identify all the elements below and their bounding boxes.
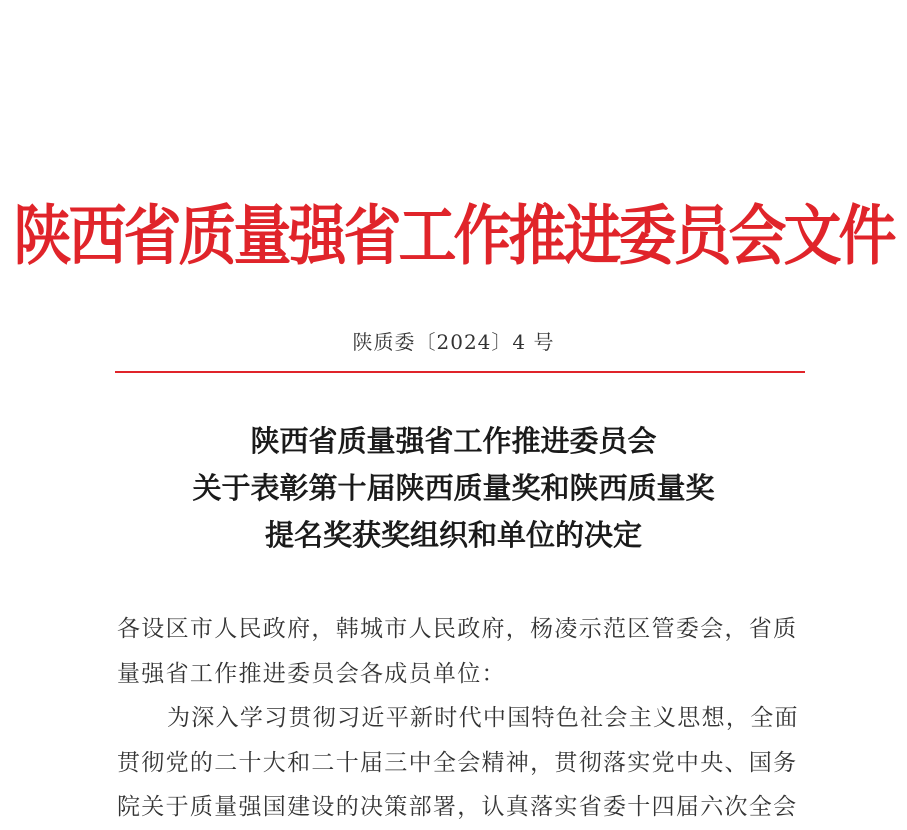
heading-line: 关于表彰第十届陕西质量奖和陕西质量奖 (192, 471, 715, 505)
decision-heading (0, 418, 907, 559)
body-line: 贯彻党的二十大和二十届三中全会精神，贯彻落实党中央、国务 (117, 749, 798, 776)
document-number: 陕质委〔2024〕4 号 (352, 330, 555, 354)
red-divider (115, 371, 805, 373)
body-line: 各设区市人民政府，韩城市人民政府，杨凌示范区管委会，省质 (117, 616, 798, 642)
body-line: 量强省工作推进委员会各成员单位： (117, 660, 506, 687)
body-line: 院关于质量强国建设的决策部署，认真落实省委十四届六次全会 (117, 794, 798, 820)
body-line: 为深入学习贯彻习近平新时代中国特色社会主义思想，全面 (167, 705, 799, 731)
document-title: 陕西省质量强省工作推进委员会文件 (13, 197, 894, 274)
heading-line: 陕西省质量强省工作推进委员会 (250, 424, 657, 458)
heading-line: 提名奖获奖组织和单位的决定 (264, 518, 642, 552)
document-body (117, 607, 807, 830)
